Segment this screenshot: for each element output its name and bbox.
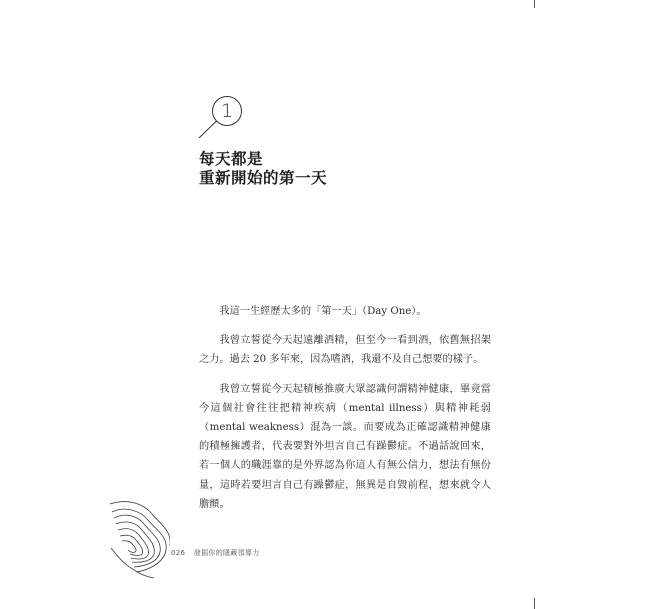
body-text <box>199 302 491 524</box>
running-book-title: 發掘你的隱藏領導力 <box>193 549 260 557</box>
chapter-title-line-2: 重新開始的第一天 <box>199 169 328 187</box>
paragraph-3: 我曾立誓從今天起積極推廣大眾認識何謂精神健康，畢竟當今這個社會往往把精神疾病（mental illness）與精神耗弱（mental weakness）混為一談。而要成為正確認識精神健康的積極擁護者，代表要對外坦言自己有躁鬱症。不過話說回來，若一個人的職涯靠的是外界認為你這人有無公信力，想法有無份量，這時若要坦言自己有躁鬱症，無異是自毀前程，想來就令人膽顫。 <box>199 383 491 510</box>
chapter-number: 1 <box>220 100 234 122</box>
chapter-title <box>199 150 327 188</box>
crop-mark-top <box>534 0 535 8</box>
crop-mark-bottom <box>534 598 535 609</box>
page-footer <box>171 548 260 558</box>
paragraph-2: 我曾立誓從今天起遠離酒精，但至今一看到酒，依舊無招架之力。過去 20 多年來，因為嗜酒，我還不及自己想要的樣子。 <box>199 335 491 366</box>
page-number: 026 <box>171 549 186 557</box>
contour-lines-decoration-icon <box>110 500 170 580</box>
paragraph-1: 我這一生經歷太多的「第一天」（Day One）。 <box>219 306 427 317</box>
chapter-title-line-1: 每天都是 <box>199 150 264 168</box>
